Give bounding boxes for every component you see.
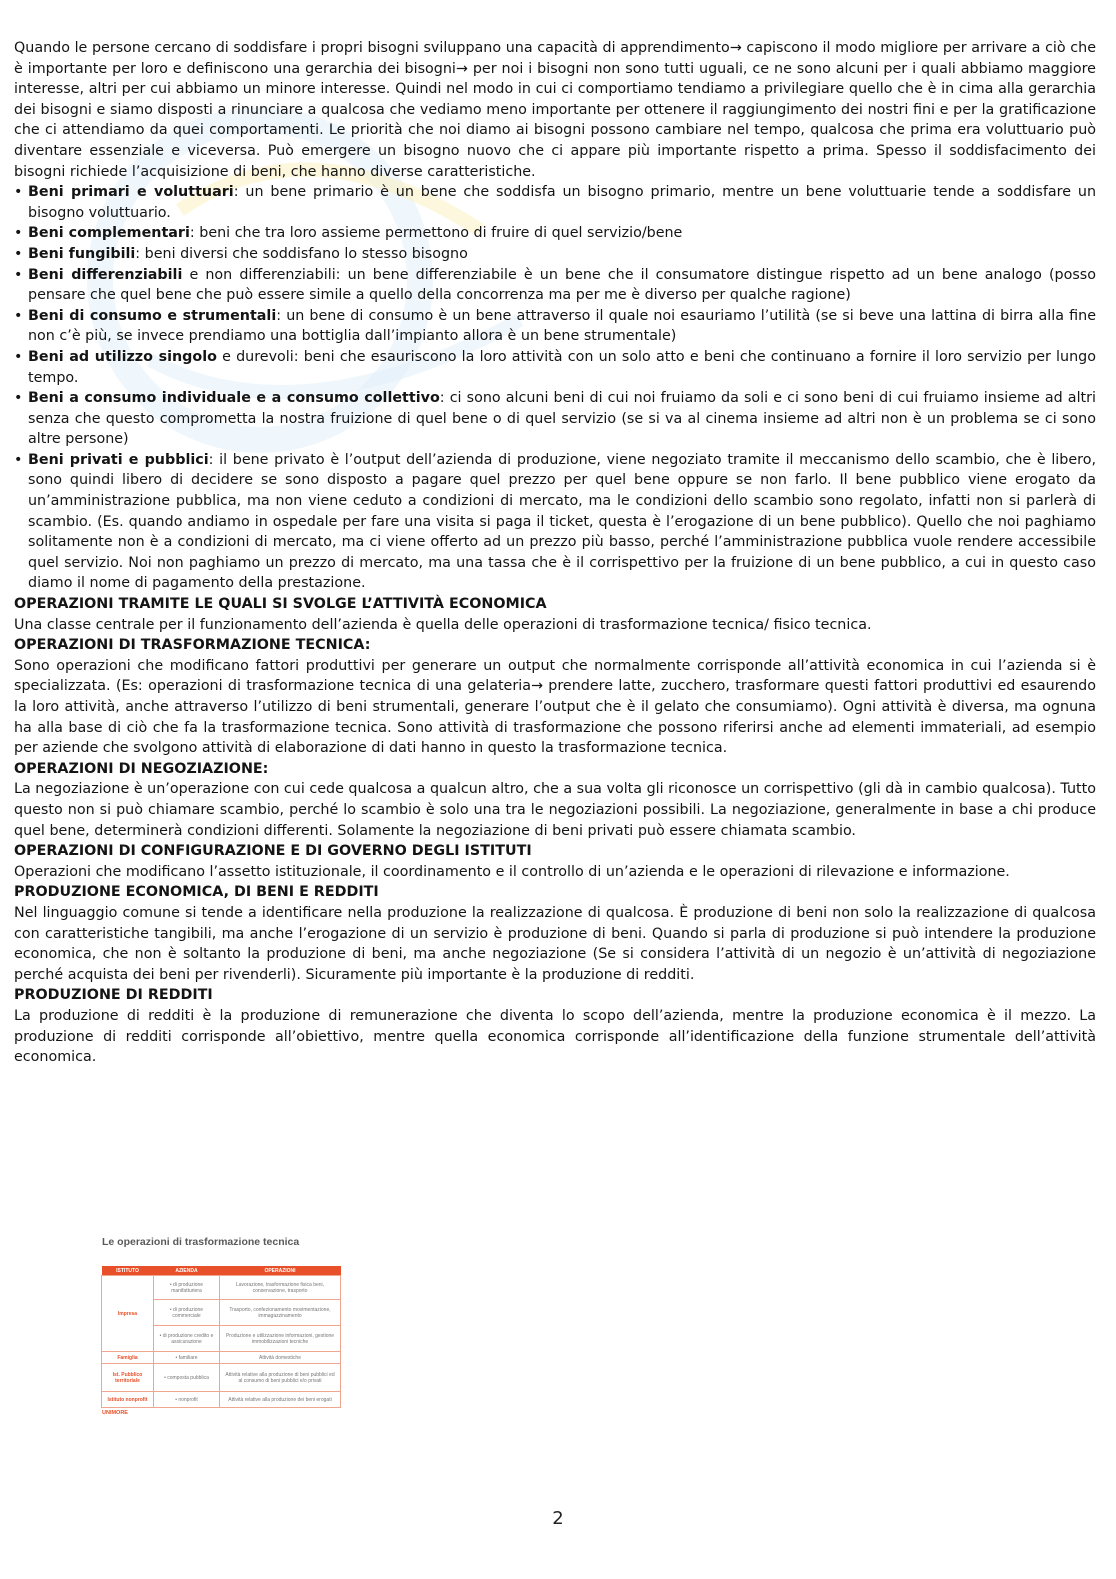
section-text: La negoziazione è un’operazione con cui cede qualcosa a qualcun altro, che a sua volta gli riconosce un corrispettivo (gli dà in cambio qualcosa). Tutto questo non si può chiamare scambio, perché lo scambio è solo una tra le negoziazioni possibili. La negoziazione, generalmente in base a chi produce quel bene, determinerà condizioni differenti. Solamente la negoziazione di beni privati può essere chiamata scambio. [14,781,1096,839]
table-cell: • familiare [154,1352,220,1364]
table-cell: Ist. Pubblico territoriale [102,1364,154,1392]
operations-figure [96,1232,350,1422]
table-header: OPERAZIONI [220,1266,341,1276]
table-cell: • nonprofit [154,1392,220,1408]
arrow-icon: → [530,678,543,695]
list-item: • Beni a consumo individuale e a consumo collettivo: ci sono alcuni beni di cui noi fruiamo da soli e ci sono beni di cui fruiamo insieme ad altri senza che questo comprometta la nostra fruizione di quel bene o di quel servizio (se si va al cinema insieme ad altri non è un problema se ci sono altre persone) [14,388,1096,450]
list-item: • Beni fungibili: beni diversi che soddisfano lo stesso bisogno [14,244,1096,265]
table-cell: Istituto nonprofit [102,1392,154,1408]
section-heading: OPERAZIONI TRAMITE LE QUALI SI SVOLGE L’ATTIVITÀ ECONOMICA [14,596,547,613]
table-row [102,1392,341,1408]
section-heading: OPERAZIONI DI NEGOZIAZIONE: [14,760,269,777]
table-row [102,1352,341,1364]
table-header: AZIENDA [154,1266,220,1276]
table-cell: • di produzione credito e assicurazione [154,1326,220,1352]
table-cell: Impresa [102,1276,154,1352]
arrow-icon: → [729,40,742,56]
intro-paragraph: Quando le persone cercano di soddisfare i propri bisogni sviluppano una capacità di apprendimento→ capiscono il modo migliore per arrivare a ciò che è importante per loro e definiscono una gerarchia dei bisogni→ per noi i bisogni non sono tutti uguali, ce ne sono alcuni per i quali abbiamo maggiore interesse, altri per cui abbiamo un minore interesse. Quindi nel modo in cui ci comportiamo tendiamo a privilegiare quello che è in cima alla gerarchia dei bisogni e siamo disposti a rinunciare a qualcosa che vediamo meno importante per ottenere il raggiungimento dei nostri fini e per la gratificazione che ci attendiamo da quei comportamenti. Le priorità che noi diamo ai bisogni possono cambiare nel tempo, qualcosa che prima era voluttuario può diventare essenziale e viceversa. Può emergere un bisogno nuovo che ci appare più importante rispetto a prima. Spesso il soddisfacimento dei bisogni richiede l’acquisizione di beni, che hanno diverse caratteristiche. [14,40,1096,180]
table-cell: • di produzione manifatturiera [154,1276,220,1300]
table-cell: Famiglia [102,1352,154,1364]
section-text: Sono operazioni che modificano fattori produttivi per generare un output che normalmente corrisponde all’attività economica in cui l’azienda si è specializzata. (Es: operazioni di trasformazione tecnica di una gelateria→ prendere latte, zucchero, trasformare questi fattori produttivi ed esaurendo la loro attività, anche attraverso l’utilizzo di beni strumentali, generare l’output che è il gelato che consumiamo). Ogni attività è diversa, ma ognuna ha alla base di ciò che fa la trasformazione tecnica. Sono attività di trasformazione che possono riferirsi anche ad elementi immateriali, ad esempio per aziende che svolgono attività di elaborazione di dati hanno in questo la trasformazione tecnica. [14,657,1096,757]
table-header: ISTITUTO [102,1266,154,1276]
list-item: • Beni differenziabili e non differenziabili: un bene differenziabile è un bene che il consumatore distingue rispetto ad un bene analogo (posso pensare che quel bene che può essere simile a quello della concorrenza ma per me è diverso per qualche ragione) [14,265,1096,306]
arrow-icon: → [455,60,468,77]
list-item: • Beni complementari: beni che tra loro assieme permettono di fruire di quel servizio/bene [14,223,1096,244]
figure-title: Le operazioni di trasformazione tecnica [102,1236,300,1248]
section-heading: PRODUZIONE ECONOMICA, DI BENI E REDDITI [14,884,379,901]
page-number: 2 [552,1508,564,1529]
document-body [14,38,1096,1068]
section-text: La produzione di redditi è la produzione di remunerazione che diventa lo scopo dell’azienda, mentre la produzione economica è il mezzo. La produzione di redditi corrisponde all’obiettivo, mentre quella economica corrisponde all’identificazione della funzione strumentale dell’attività economica. [14,1007,1096,1066]
section-heading: PRODUZIONE DI REDDITI [14,987,213,1004]
section-text: Una classe centrale per il funzionamento dell’azienda è quella delle operazioni di trasformazione tecnica/ fisico tecnica. [14,616,872,633]
table-cell: Attività domestiche [220,1352,341,1364]
table-header-row [102,1266,341,1276]
list-item: • Beni privati e pubblici: il bene privato è l’output dell’azienda di produzione, viene negoziato tramite il meccanismo dello scambio, che è libero, sono quindi libero di decidere se sono disposto a pagare quel prezzo per quel bene oppure se non farlo. Il bene pubblico viene erogato da un’amministrazione pubblica, ma non viene ceduto a condizioni di mercato, ma le condizioni dello scambio sono regolato, infatti non si parlerà di scambio. (Es. quando andiamo in ospedale per fare una visita si paga il ticket, questa è l’erogazione di un bene pubblico). Quello che noi paghiamo solitamente non è a condizioni di mercato, ma ci viene offerto ad un prezzo più basso, perché l’amministrazione pubblica vuole rendere accessibile quel servizio. Noi non paghiamo un prezzo di mercato, ma una tassa che è il corrispettivo per la fruizione di un bene pubblico, a cui in questo caso diamo il nome di pagamento della prestazione. [14,450,1096,594]
table-cell: Lavorazione, trasformazione fisica beni, conservazione, trasporto [220,1276,341,1300]
section-heading: OPERAZIONI DI TRASFORMAZIONE TECNICA: [14,637,371,654]
table-cell: Attività relative alla produzione di beni pubblici ed al consumo di beni pubblici e/o privati [220,1364,341,1392]
list-item: • Beni primari e voluttuari: un bene primario è un bene che soddisfa un bisogno primario, mentre un bene voluttuarie tende a soddisfare un bisogno voluttuario. [14,182,1096,223]
section-text: Nel linguaggio comune si tende a identificare nella produzione la realizzazione di qualcosa. È produzione di beni non solo la realizzazione di qualcosa con caratteristiche tangibili, ma anche l’erogazione di un servizio è produzione di beni. Quando si parla di produzione si può intendere la produzione economica, che non è soltanto la produzione di beni, ma anche negoziazione (Se si considera l’attività di un negozio è un’attività di negoziazione perché acquista dei beni per rivenderli). Sicuramente più importante è la produzione di redditi. [14,904,1096,983]
table-cell: • di produzione commerciale [154,1300,220,1326]
table-cell: Attività relative alla produzione dei beni erogati [220,1392,341,1408]
operations-table [101,1266,341,1408]
table-row [102,1364,341,1392]
table-cell: • composta pubblica [154,1364,220,1392]
figure-footer-logo: UNIMORE [102,1410,128,1416]
table-row [102,1276,341,1300]
section-heading: OPERAZIONI DI CONFIGURAZIONE E DI GOVERNO DEGLI ISTITUTI [14,843,532,860]
table-cell: Produzione e utilizzazione informazioni, gestione immobilizzazioni tecniche [220,1326,341,1352]
table-cell: Trasporto, confezionamento movimentazione, immagazzinamento [220,1300,341,1326]
list-item: • Beni ad utilizzo singolo e durevoli: beni che esauriscono la loro attività con un solo atto e beni che continuano a fornire il loro servizio per lungo tempo. [14,347,1096,388]
goods-list [14,182,1096,594]
section-text: Operazioni che modificano l’assetto istituzionale, il coordinamento e il controllo di un’azienda e le operazioni di rilevazione e informazione. [14,863,1010,880]
list-item: • Beni di consumo e strumentali: un bene di consumo è un bene attraverso il quale noi esauriamo l’utilità (se si beve una lattina di birra alla fine non c’è più, se invece prendiamo una bottiglia dall’impianto allora è un bene strumentale) [14,306,1096,347]
